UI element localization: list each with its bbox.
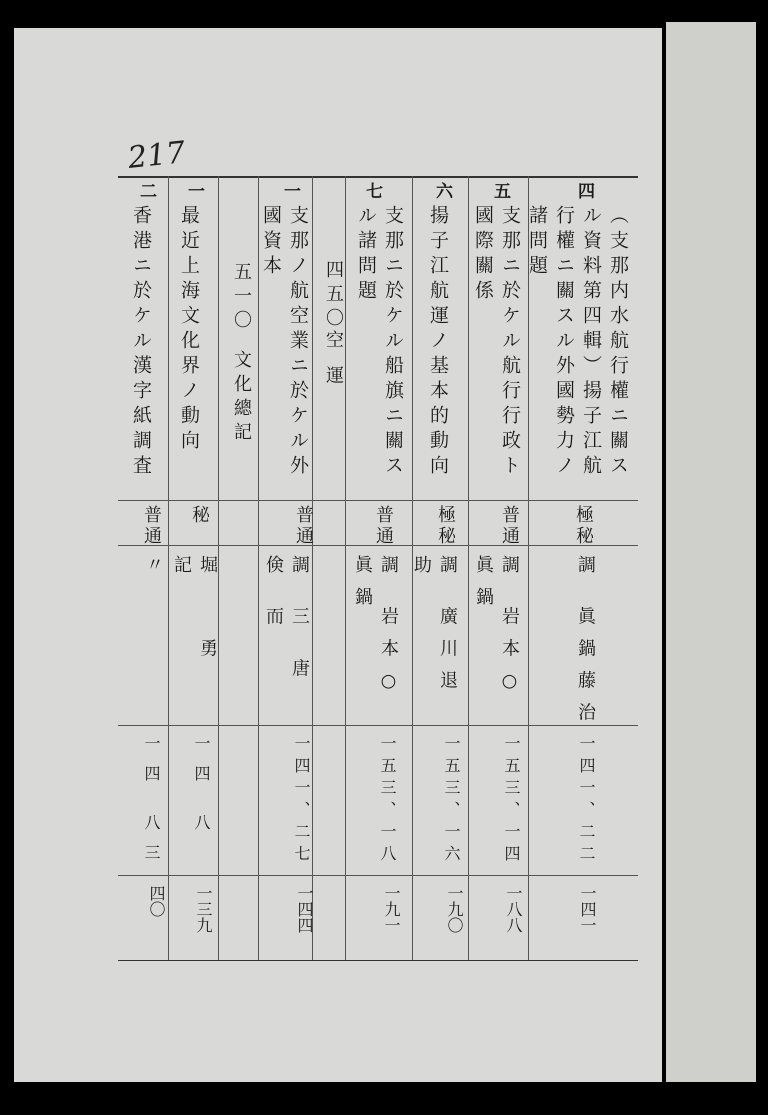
- entry-number: 六: [432, 182, 452, 199]
- author: 調 岩本○眞鍋: [473, 555, 520, 706]
- adjacent-page-edge: [666, 22, 756, 1082]
- page-ref-end: 一八八: [504, 885, 523, 933]
- classification: 極秘: [573, 505, 594, 547]
- page-ref-end: 一九〇: [445, 885, 464, 933]
- row-rule-class: [118, 500, 638, 501]
- page-ref: 一四一、二二: [577, 735, 596, 867]
- entry-number: 一: [184, 182, 204, 199]
- section-code: 四五〇: [323, 260, 344, 332]
- entry-title: 香港ニ於ケル漢字紙調査: [130, 205, 152, 480]
- entry-number: 七: [362, 182, 382, 199]
- author: 調 廣川退助: [411, 555, 458, 703]
- page-ref-end: 一四一: [578, 885, 597, 933]
- entry-number: 五: [490, 182, 510, 199]
- section-label: 空 運: [323, 330, 344, 390]
- author: 堀 勇記: [171, 555, 218, 687]
- author: 調 三 唐 倹 而: [263, 555, 310, 691]
- page-ref: 一五三、一四: [502, 735, 521, 867]
- page-ref-end: 一九一: [382, 885, 401, 933]
- page-ref-end: 四〇: [147, 885, 166, 917]
- entry-title: 支那ノ航空業ニ於ケル外國資本: [260, 205, 309, 480]
- entry-title: （支那内水航行權ニ關スル資料第四輯）揚子江航行權ニ關スル外國勢力ノ諸問題: [526, 205, 629, 480]
- column-rule: [468, 176, 469, 960]
- page-ref: 一四一、二七: [292, 735, 311, 867]
- author: 〃: [143, 555, 164, 587]
- page-ref-end: 一三九: [194, 885, 213, 933]
- author: 調 眞鍋藤治: [575, 555, 596, 735]
- entry-number: 一: [280, 182, 300, 199]
- document-page: [14, 28, 662, 1082]
- page-ref-end: 一四四: [295, 885, 314, 933]
- section-label: 文化總記: [231, 350, 252, 446]
- entry-number: 二: [136, 182, 156, 199]
- row-rule-pages2: [118, 875, 638, 876]
- entry-title: 最近上海文化界ノ動向: [178, 205, 200, 455]
- page-ref: 一四 八: [192, 735, 211, 845]
- classification: 普通: [373, 505, 394, 547]
- entry-title: 支那ニ於ケル船旗ニ關スル諸問題: [355, 205, 404, 480]
- classification: 極秘: [435, 505, 456, 547]
- entry-title: 支那ニ於ケル航行行政ト國際關係: [472, 205, 521, 480]
- entry-number: 四: [574, 182, 594, 199]
- top-rule: [118, 176, 638, 178]
- page-ref: 一五三、一八: [378, 735, 397, 867]
- entry-title: 揚子江航運ノ基本的動向: [427, 205, 449, 480]
- column-rule: [528, 176, 529, 960]
- page-ref: 一四 八三: [142, 735, 161, 875]
- page-ref: 一五三、一六: [442, 735, 461, 867]
- page-folio-number: 217: [126, 135, 187, 176]
- row-rule-pages: [118, 725, 638, 726]
- column-rule: [258, 176, 259, 960]
- classification: 秘: [189, 505, 210, 526]
- classification: 普通: [293, 505, 314, 547]
- classification: 普通: [499, 505, 520, 547]
- section-code: 五一〇: [231, 262, 252, 334]
- bottom-rule: [118, 960, 638, 961]
- author: 調 岩本○眞鍋: [352, 555, 399, 706]
- classification: 普通: [141, 505, 162, 547]
